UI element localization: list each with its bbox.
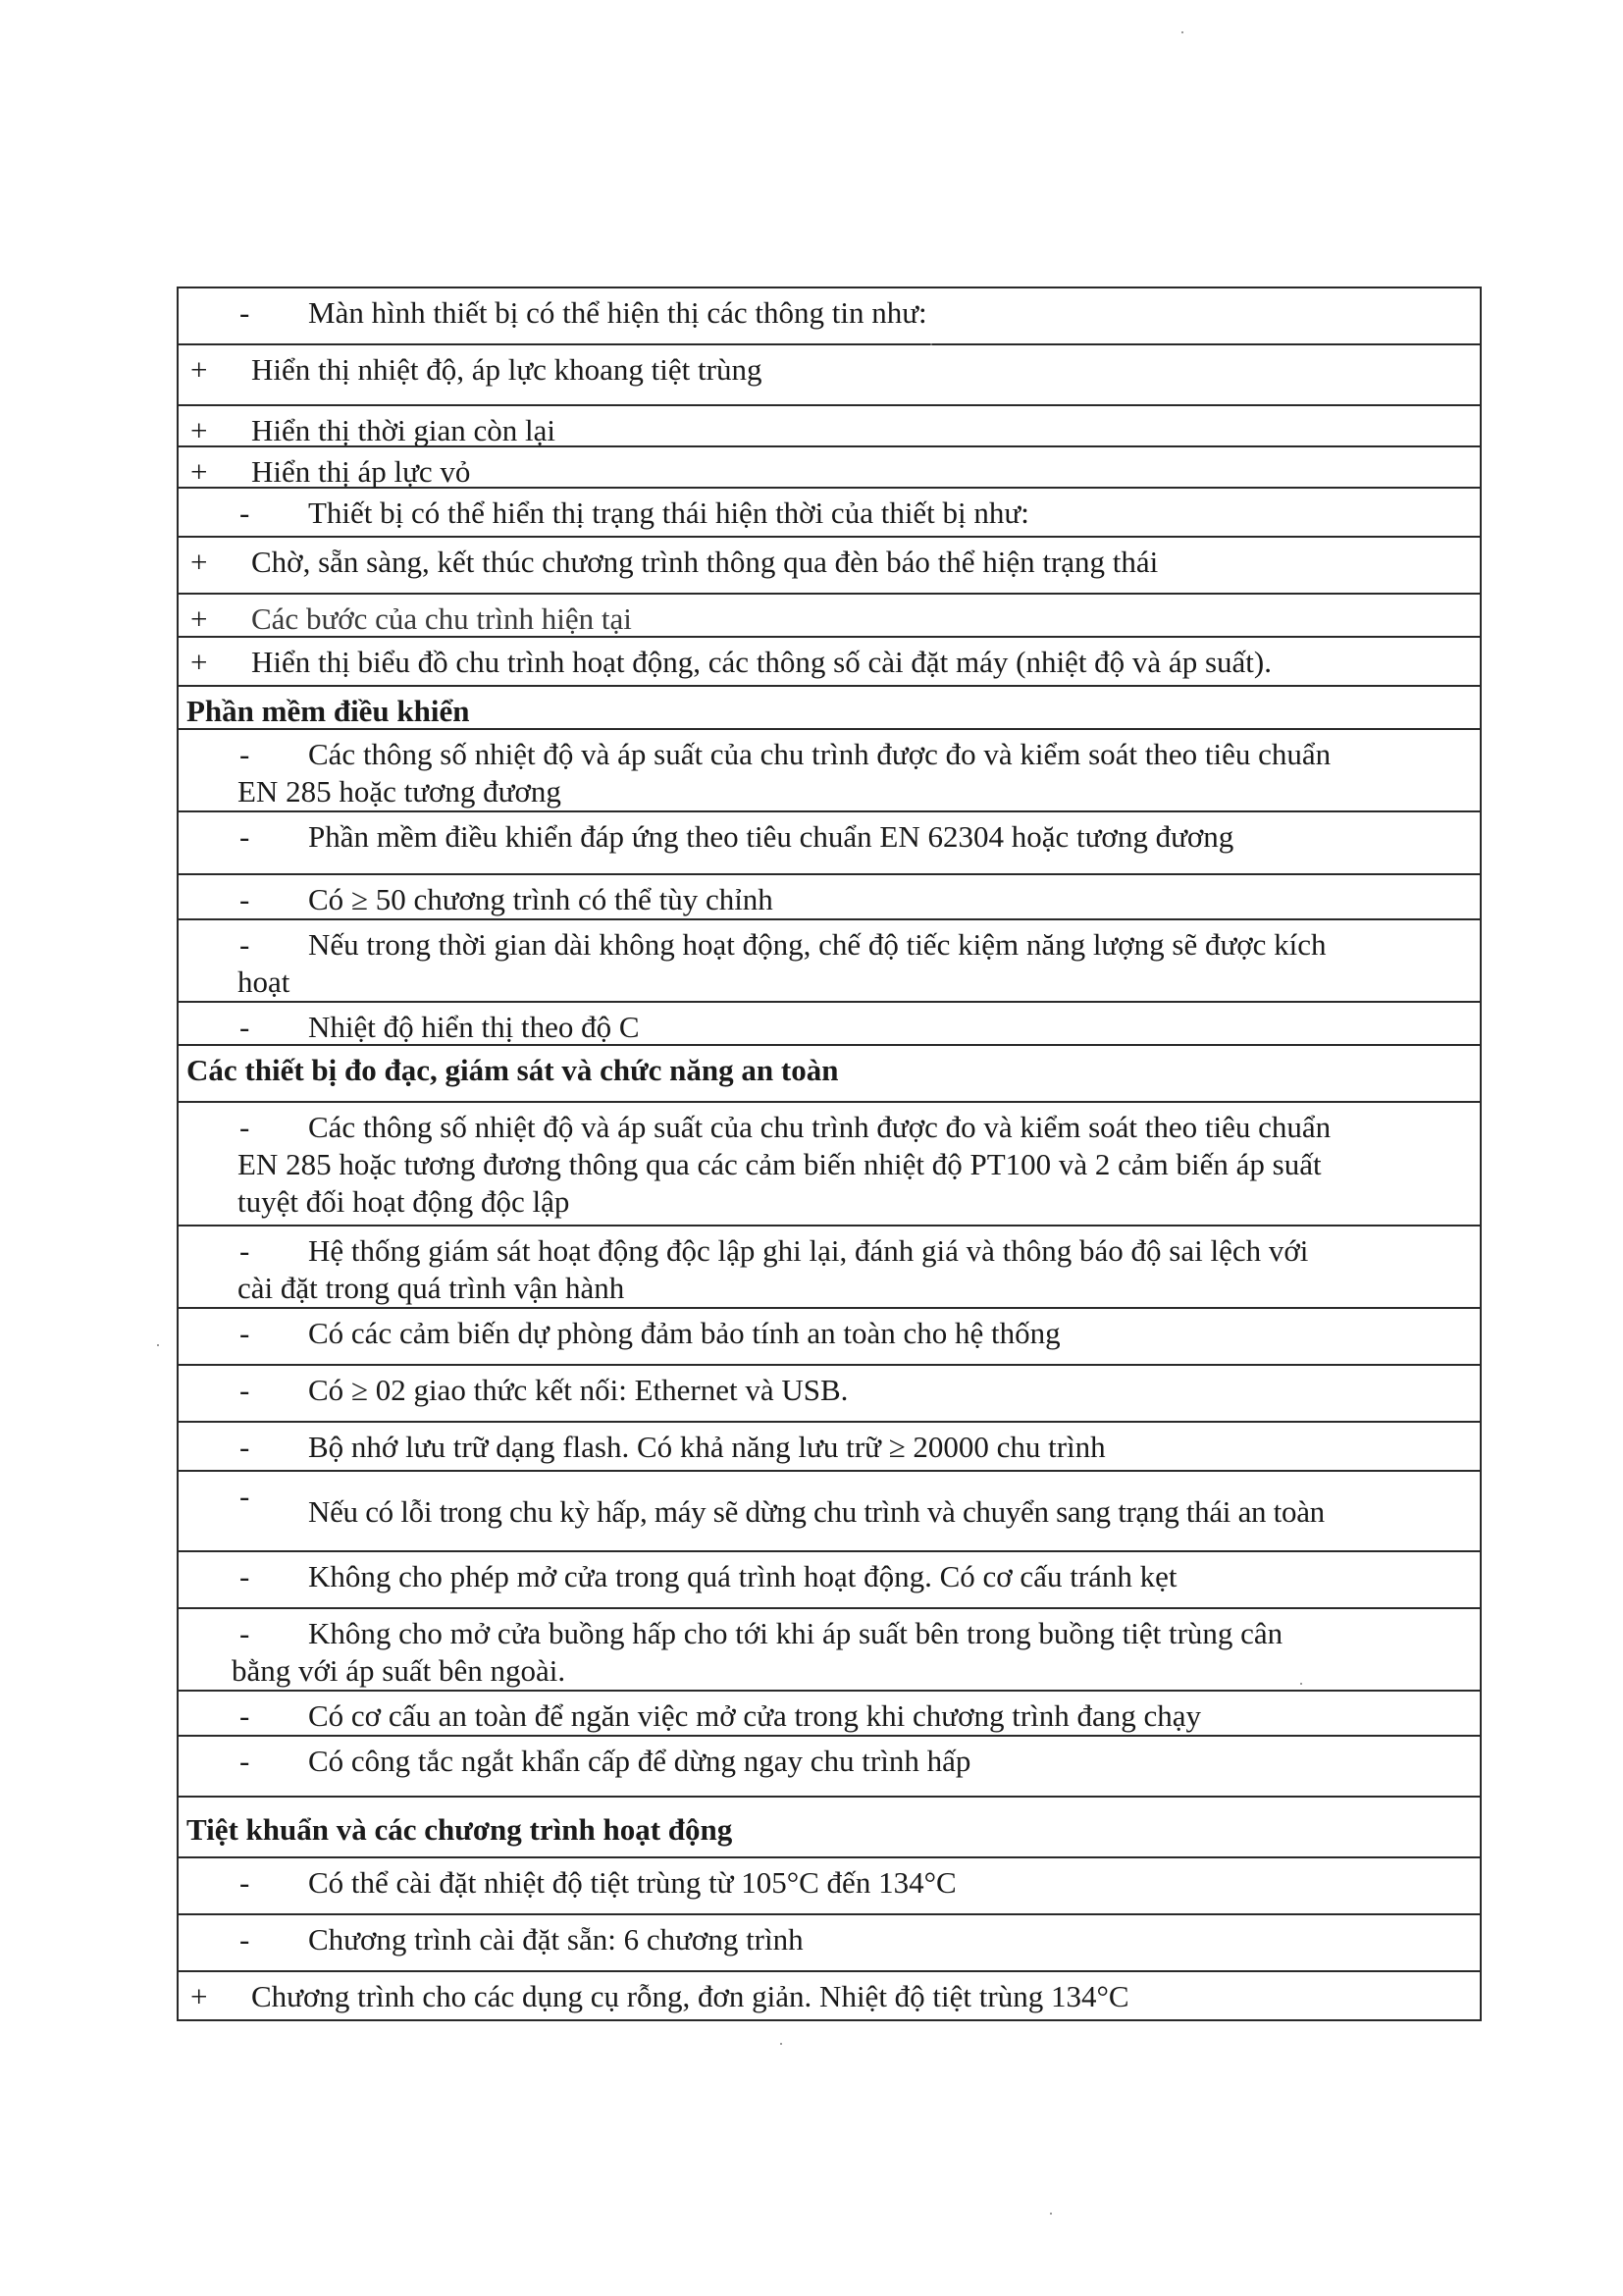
- section-heading: [179, 1046, 1480, 1103]
- spec-row: [179, 1552, 1480, 1609]
- section-heading: [179, 687, 1480, 730]
- spec-row: [179, 345, 1480, 406]
- spec-row: [179, 1226, 1480, 1309]
- plus-bullet: +: [190, 601, 208, 636]
- dash-bullet: -: [239, 737, 250, 771]
- row-text: Hiển thị áp lực vỏ: [251, 454, 471, 489]
- dash-bullet: -: [239, 1744, 250, 1778]
- spec-row: [179, 595, 1480, 638]
- spec-row: [179, 812, 1480, 875]
- row-text: Nếu trong thời gian dài không hoạt động, chế độ tiếc kiệm năng lượng sẽ được kích: [308, 927, 1327, 962]
- plus-bullet: +: [190, 1979, 208, 2013]
- spec-row: [179, 1472, 1480, 1552]
- row-text: Hiển thị biểu đồ chu trình hoạt động, các thông số cài đặt máy (nhiệt độ và áp suất).: [251, 645, 1272, 679]
- row-continuation: bằng với áp suất bên ngoài.: [232, 1653, 566, 1688]
- dash-bullet: -: [239, 295, 250, 330]
- row-text: Không cho mở cửa buồng hấp cho tới khi áp suất bên trong buồng tiệt trùng cân: [308, 1616, 1283, 1650]
- row-text: Có cơ cấu an toàn để ngăn việc mở cửa trong khi chương trình đang chạy: [308, 1698, 1202, 1733]
- plus-bullet: +: [190, 454, 208, 489]
- heading-text: Tiệt khuẩn và các chương trình hoạt động: [186, 1812, 733, 1847]
- dash-bullet: -: [239, 819, 250, 854]
- spec-row: [179, 875, 1480, 920]
- plus-bullet: +: [190, 413, 208, 447]
- spec-row: [179, 1003, 1480, 1046]
- row-text: Bộ nhớ lưu trữ dạng flash. Có khả năng lưu trữ ≥ 20000 chu trình: [308, 1430, 1106, 1464]
- spec-row: [179, 1609, 1480, 1692]
- spec-row: [179, 1103, 1480, 1226]
- row-text: Hiển thị thời gian còn lại: [251, 413, 555, 447]
- heading-text: Phần mềm điều khiển: [186, 694, 470, 728]
- spec-row: [179, 1692, 1480, 1737]
- spec-row: [179, 538, 1480, 595]
- row-text: Có ≥ 50 chương trình có thể tùy chỉnh: [308, 882, 773, 916]
- scan-speck: [1181, 31, 1183, 33]
- scan-speck: [1300, 1683, 1302, 1685]
- spec-row: [179, 1915, 1480, 1972]
- dash-bullet: -: [239, 1559, 250, 1593]
- row-text: Hệ thống giám sát hoạt động độc lập ghi lại, đánh giá và thông báo độ sai lệch với: [308, 1233, 1309, 1268]
- row-text: Các thông số nhiệt độ và áp suất của chu trình được đo và kiểm soát theo tiêu chuẩn: [308, 737, 1332, 771]
- scan-speck: [780, 2043, 782, 2045]
- row-text: Nếu có lỗi trong chu kỳ hấp, máy sẽ dừng chu trình và chuyển sang trạng thái an toàn: [308, 1494, 1325, 1529]
- row-text: Không cho phép mở cửa trong quá trình hoạt động. Có cơ cấu tránh kẹt: [308, 1559, 1178, 1593]
- row-text: Có các cảm biến dự phòng đảm bảo tính an toàn cho hệ thống: [308, 1316, 1061, 1350]
- spec-row: [179, 1858, 1480, 1915]
- spec-row: [179, 489, 1480, 538]
- dash-bullet: -: [239, 882, 250, 916]
- spec-row: [179, 288, 1480, 345]
- row-text: Thiết bị có thể hiển thị trạng thái hiện thời của thiết bị như:: [308, 496, 1029, 530]
- dash-bullet: -: [239, 1233, 250, 1268]
- dash-bullet: -: [239, 1922, 250, 1957]
- specification-table: [177, 287, 1482, 2021]
- scan-speck: [157, 1344, 159, 1346]
- row-text: Nhiệt độ hiển thị theo độ C: [308, 1010, 640, 1044]
- row-text: Có ≥ 02 giao thức kết nối: Ethernet và USB.: [308, 1373, 849, 1407]
- row-text: Các bước của chu trình hiện tại: [251, 601, 632, 636]
- spec-row: [179, 1972, 1480, 2021]
- dash-bullet: -: [239, 1373, 250, 1407]
- spec-row: [179, 1366, 1480, 1423]
- row-text: Có công tắc ngắt khẩn cấp để dừng ngay chu trình hấp: [308, 1744, 971, 1778]
- row-text: Phần mềm điều khiển đáp ứng theo tiêu chuẩn EN 62304 hoặc tương đương: [308, 819, 1234, 854]
- heading-text: Các thiết bị đo đạc, giám sát và chức năng an toàn: [186, 1053, 839, 1087]
- plus-bullet: +: [190, 645, 208, 679]
- scan-speck: [930, 343, 932, 345]
- spec-row: [179, 447, 1480, 489]
- spec-row: [179, 406, 1480, 447]
- dash-bullet: -: [239, 1430, 250, 1464]
- section-heading: [179, 1798, 1480, 1858]
- spec-row: [179, 1309, 1480, 1366]
- scan-speck: [1050, 2213, 1052, 2215]
- spec-row: [179, 1423, 1480, 1472]
- dash-bullet: -: [239, 496, 250, 530]
- row-continuation: tuyệt đối hoạt động độc lập: [237, 1184, 570, 1219]
- plus-bullet: +: [190, 352, 208, 387]
- spec-row: [179, 920, 1480, 1003]
- spec-row: [179, 730, 1480, 812]
- row-text: Có thể cài đặt nhiệt độ tiệt trùng từ 105°C đến 134°C: [308, 1865, 957, 1900]
- row-text: Chương trình cho các dụng cụ rỗng, đơn giản. Nhiệt độ tiệt trùng 134°C: [251, 1979, 1129, 2013]
- dash-bullet: -: [239, 1479, 250, 1513]
- row-text: Hiển thị nhiệt độ, áp lực khoang tiệt trùng: [251, 352, 762, 387]
- row-text: Chương trình cài đặt sẵn: 6 chương trình: [308, 1922, 804, 1957]
- plus-bullet: +: [190, 545, 208, 579]
- dash-bullet: -: [239, 1316, 250, 1350]
- row-continuation: EN 285 hoặc tương đương: [237, 774, 561, 809]
- row-text: Chờ, sẵn sàng, kết thúc chương trình thông qua đèn báo thể hiện trạng thái: [251, 545, 1159, 579]
- spec-row: [179, 638, 1480, 687]
- row-text: Màn hình thiết bị có thể hiện thị các thông tin như:: [308, 295, 927, 330]
- dash-bullet: -: [239, 1110, 250, 1144]
- row-text: Các thông số nhiệt độ và áp suất của chu trình được đo và kiểm soát theo tiêu chuẩn: [308, 1110, 1332, 1144]
- dash-bullet: -: [239, 927, 250, 962]
- row-continuation: hoạt: [237, 965, 290, 999]
- row-continuation: EN 285 hoặc tương đương thông qua các cảm biến nhiệt độ PT100 và 2 cảm biến áp suất: [237, 1147, 1322, 1181]
- dash-bullet: -: [239, 1865, 250, 1900]
- dash-bullet: -: [239, 1010, 250, 1044]
- dash-bullet: -: [239, 1616, 250, 1650]
- row-continuation: cài đặt trong quá trình vận hành: [237, 1271, 625, 1305]
- spec-row: [179, 1737, 1480, 1798]
- dash-bullet: -: [239, 1698, 250, 1733]
